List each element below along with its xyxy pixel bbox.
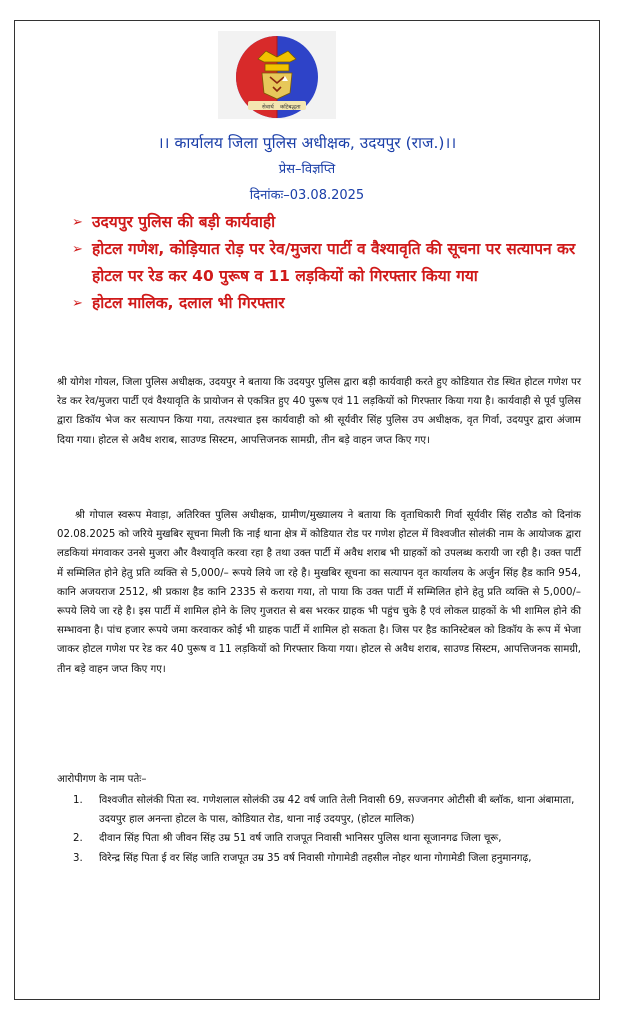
press-release-page [14, 20, 600, 1000]
accused-number: 2. [73, 833, 83, 845]
accused-details: विरेन्द्र सिंह पिता ई वर सिंह जाति राजपूत उम्र 35 वर्ष निवासी गोगामेडी तहसील नोहर थाना गोगामेडी जिला हनुमानगढ़, [99, 852, 532, 864]
headline-text: उदयपुर पुलिस की बड़ी कार्यवाही [92, 213, 276, 231]
accused-list-title: आरोपीगण के नाम पतेः– [57, 774, 147, 785]
accused-details: दीवान सिंह पिता श्री जीवन सिंह उम्र 51 वर्ष जाति राजपूत निवासी भानिसर पुलिस थाना सूजानगढ जिला चूरू, [99, 833, 502, 845]
body-paragraph-2: श्री गोपाल स्वरूप मेवाड़ा, अतिरिक्त पुलिस अधीक्षक, ग्रामीण/मुख्यालय ने बताया कि वृताधिकारी गिर्वा सूर्यवीर सिंह राठौड को दिनांक 02.08.2025 को जरिये मुखबिर सूचना मिली कि नाई थाना क्षेत्र में कोडियात रोड पर गणेश होटल में विश्वजीत सोलंकी नाम के आयोजक द्वारा लडकियां मंगवाकर उनसे मुजरा और वैश्यावृति करवा रहा है तथा उक्त पार्टी में अवैध शराब भी ग्राहकों को उपलब्ध करायी जा रही है। उक्त पार्टी में सम्मिलित होने हेतु प्रति व्यक्ति से 5,000/– रूपये लिये जा रहे है। मुखबिर सूचना का सत्यापन वृत कार्यालय के अर्जुन सिंह हैड कानि 954, कानि अजयराज 2512, श्री प्रकाश हैड कानि 2335 से कराया गया, तो पाया कि उक्त पार्टी में सम्मिलित होने हेतु प्रति व्यक्ति से 5,000/– रूपये लिये जा रहे है। इस पार्टी में शामिल होने के लिए गुजरात से बस भरकर ग्राहक भी पहुंच चुके है एवं लोकल ग्राहकों के भी शामिल होने की सम्भावना है। पांच हजार रूपये जमा करवाकर कोई भी ग्राहक पार्टी में शामिल हो सकता है। जिस पर हैड कानिस्टेबल को डिकॉय के रूप में भेजा जाकर होटल गणेश पर रेड कर 40 पुरूष व 11 लड़कियों को गिरफ्तार किया गया। होटल से अवैध शराब, साउण्ड सिस्टम, आपत्तिजनक सामग्री, तीन बड़े वाहन जप्त किए गए। [57, 510, 581, 675]
press-release-label: प्रेस–विज्ञप्ति [278, 162, 336, 177]
accused-details: विश्वजीत सोलंकी पिता स्व. गणेशलाल सोलंकी उम्र 42 वर्ष जाति तेली निवासी 69, सज्जनगर ओटीसी बी ब्लॉक, थाना अंबामाता, उदयपुर हाल अनन्ता होटल के पास, कोडियात रोड, थाना नाई उदयपुर, (होटल मालिक) [99, 795, 575, 826]
accused-number: 3. [73, 852, 83, 864]
arrow-bullet-icon: ➢ [72, 296, 83, 311]
accused-item [73, 849, 581, 868]
accused-list [73, 791, 581, 868]
police-logo [218, 31, 336, 119]
office-title: ।। कार्यालय जिला पुलिस अधीक्षक, उदयपुर (राज.)।। [157, 134, 457, 152]
headline-list [72, 209, 582, 317]
headline-item [72, 209, 582, 236]
logo-motto-right: कटिबद्धता [280, 104, 301, 111]
logo-motto-left: सेवार्थ [262, 104, 274, 111]
rajasthan-police-emblem-icon [218, 31, 336, 119]
accused-item [73, 791, 581, 829]
headline-item [72, 236, 582, 290]
headline-text: होटल मालिक, दलाल भी गिरफ्तार [92, 294, 285, 312]
accused-number: 1. [73, 795, 83, 806]
arrow-bullet-icon: ➢ [72, 215, 83, 230]
release-date: दिनांकः–03.08.2025 [249, 188, 365, 203]
arrow-bullet-icon: ➢ [72, 242, 83, 257]
headline-text: होटल गणेश, कोड़ियात रोड़ पर रेव/मुजरा पार्टी व वैश्यावृति की सूचना पर सत्यापन कर होटल पर रेड कर 40 पुरूष व 11 लड़कियों को गिरफ्तार किया गया [92, 240, 576, 285]
headline-item [72, 290, 582, 317]
accused-item [73, 829, 581, 848]
body-paragraph-1: श्री योगेश गोयल, जिला पुलिस अधीक्षक, उदयपुर ने बताया कि उदयपुर पुलिस द्वारा बड़ी कार्यवाही करते हुए कोडियात रोड स्थित होटल गणेश पर रेड कर रेव/मुजरा पार्टी एवं वैश्यावृति के प्रायोजन से एकत्रित हुए 40 पुरूष एवं 11 लड़कियों को गिरफ्तार किया गया है। कार्यवाही से पूर्व पुलिस द्वारा डिकॉय भेज कर सत्यापन किया गया, तत्पश्चात इस कार्यवाही को श्री सूर्यवीर सिंह पुलिस उप अधीक्षक, वृत गिर्वा, उदयपुर द्वारा अंजाम दिया गया। होटल से अवैध शराब, साउण्ड सिस्टम, आपत्तिजनक सामग्री, तीन बड़े वाहन जप्त किए गए। [57, 377, 581, 446]
